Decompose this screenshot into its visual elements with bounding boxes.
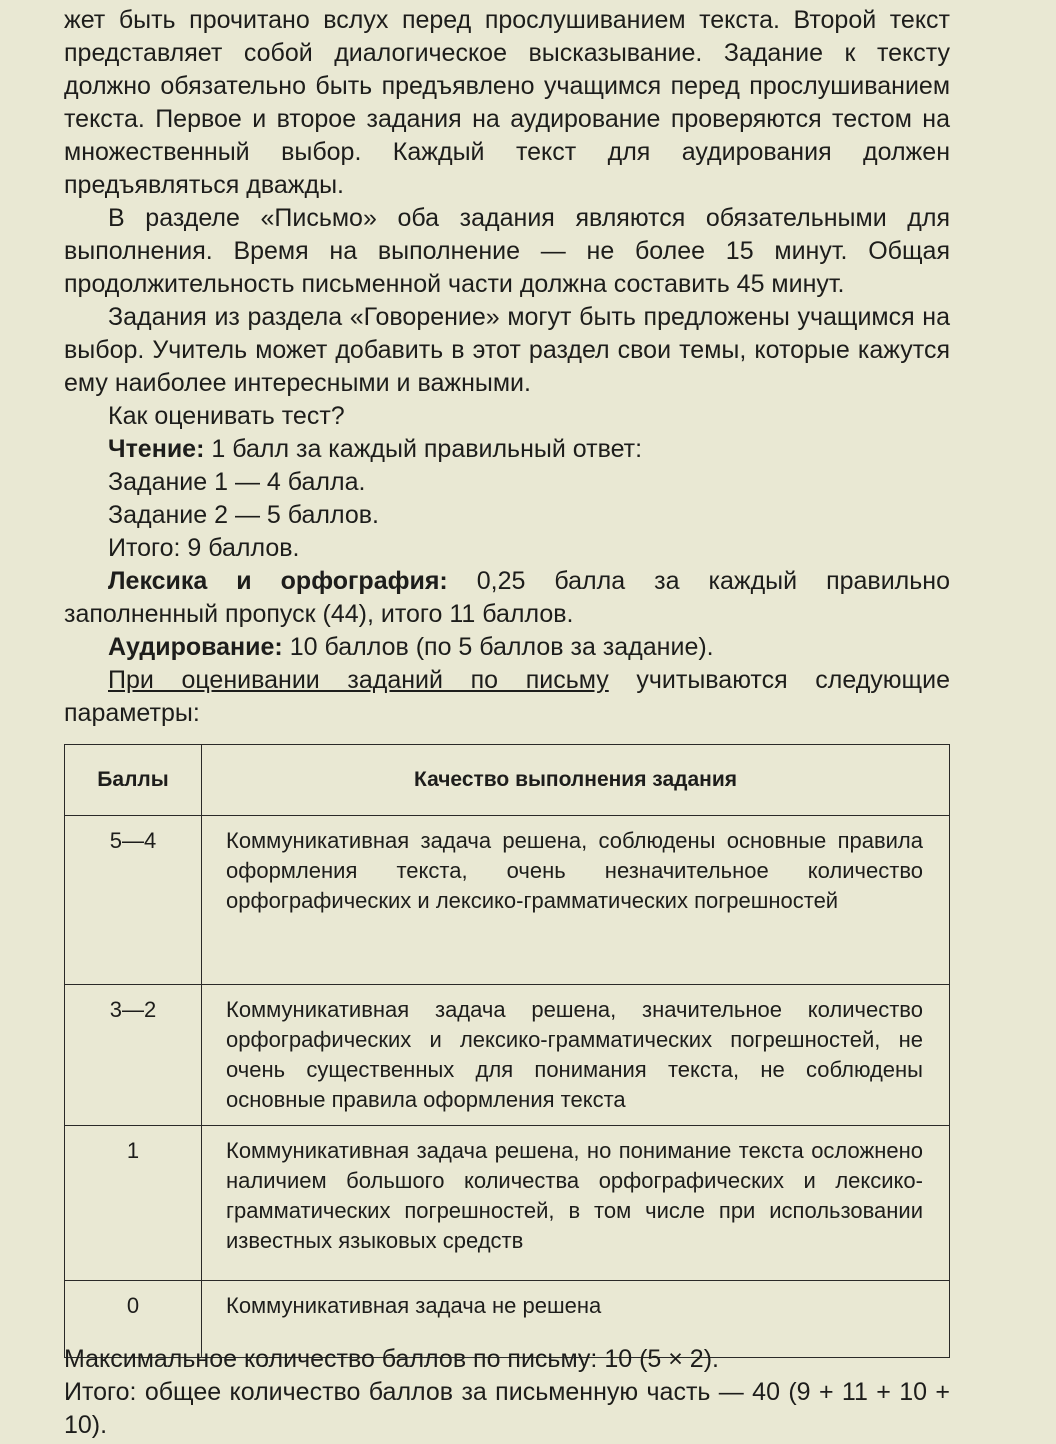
row-description: Коммуникативная задача решена, значительное количество орфографических и лексико-грамматических погрешностей, не очень существенных для понимания текста, не соблюдены основные правила оформления текста — [202, 985, 950, 1126]
listening-text: 10 баллов (по 5 баллов за задание). — [282, 633, 714, 661]
lexis-criteria — [64, 565, 950, 631]
task2-score: Задание 2 — 5 баллов. — [108, 501, 379, 529]
table-row — [65, 1126, 950, 1281]
written-part-total: Итого: общее количество баллов за письменную часть — 40 (9 + 11 + 10 + 10). — [64, 1378, 950, 1439]
row-score: 5—4 — [65, 816, 202, 985]
header-quality: Качество выполнения задания — [202, 745, 950, 816]
reading-text: 1 балл за каждый правильный ответ: — [204, 435, 643, 463]
task1-score: Задание 1 — 4 балла. — [108, 468, 366, 496]
table-row — [65, 816, 950, 985]
table-header-row — [65, 745, 950, 816]
page-text — [64, 4, 950, 730]
listening-criteria — [64, 631, 950, 664]
row-description: Коммуникативная задача решена, соблюдены основные правила оформления текста, очень незначительное количество орфографических и лексико-грамматических погрешностей — [202, 816, 950, 985]
table-row — [65, 985, 950, 1126]
reading-criteria — [64, 433, 950, 466]
paragraph-speaking: Задания из раздела «Говорение» могут быть предложены учащимся на выбор. Учитель может добавить в этот раздел свои темы, которые кажутся ему наиболее интересными и важными. — [64, 303, 950, 397]
reading-total: Итого: 9 баллов. — [108, 534, 300, 562]
row-description: Коммуникативная задача решена, но понимание текста осложнено наличием большого количества орфографических и лексико-грамматических погрешностей, в том числе при использовании известных языковых средств — [202, 1126, 950, 1281]
row-description: Коммуникативная задача не решена — [202, 1281, 950, 1358]
row-score: 1 — [65, 1126, 202, 1281]
summary-block — [64, 1343, 950, 1442]
writing-params-rest: учитываются следующие параметры: — [64, 666, 950, 727]
paragraph-writing: В разделе «Письмо» оба задания являются обязательными для выполнения. Время на выполнение — не более 15 минут. Общая продолжительность письменной части должна составить 45 минут. — [64, 204, 950, 298]
max-writing-score: Максимальное количество баллов по письму: 10 (5 × 2). — [64, 1345, 719, 1373]
paragraph-listening-intro: жет быть прочитано вслух перед прослушиванием текста. Второй текст представляет собой диалогическое высказывание. Задание к тексту должно обязательно быть предъявлено учащимся перед прослушиванием текста. Первое и второе задания на аудирование проверяются тестом на множественный выбор. Каждый текст для аудирования должен предъявляться дважды. — [64, 6, 950, 199]
reading-label: Чтение: — [108, 435, 205, 463]
writing-params-underlined: При оценивании заданий по письму — [108, 666, 609, 694]
listening-label: Аудирование: — [108, 633, 283, 661]
how-to-grade-heading: Как оценивать тест? — [108, 402, 345, 430]
header-score: Баллы — [65, 745, 202, 816]
writing-params-intro — [64, 664, 950, 730]
row-score: 0 — [65, 1281, 202, 1358]
row-score: 3—2 — [65, 985, 202, 1126]
criteria-table-wrapper — [64, 744, 950, 1358]
criteria-table — [64, 744, 950, 1358]
lexis-text: 0,25 балла за каждый правильно заполненный пропуск (44), итого 11 баллов. — [64, 567, 950, 628]
lexis-label: Лексика и орфография: — [108, 567, 448, 595]
